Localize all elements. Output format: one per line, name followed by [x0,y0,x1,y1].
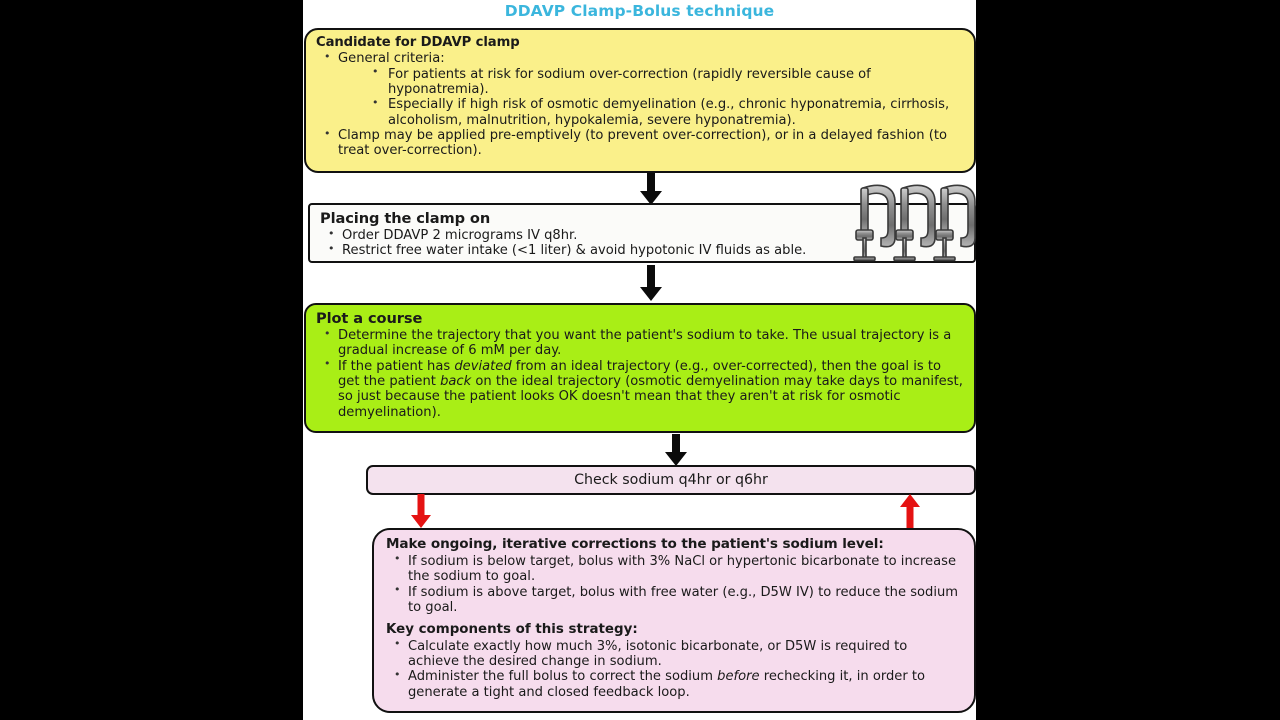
check-sodium-label: Check sodium q4hr or q6hr [574,471,768,488]
list-item: • Order DDAVP 2 micrograms IV q8hr. [324,228,964,243]
list-item: • If sodium is below target, bolus with 3% NaCl or hypertonic bicarbonate to increase the sodium to goal. [390,554,962,585]
list-item: • Calculate exactly how much 3%, isotonic bicarbonate, or D5W is required to achieve the desired change in sodium. [390,639,962,670]
box-plot-header: Plot a course [316,310,423,327]
list-item: • Administer the full bolus to correct the sodium before rechecking it, in order to generate a tight and closed feedback loop. [390,669,962,700]
arrow-shaft [418,494,425,517]
box-candidate-sub-list [338,67,964,128]
list-item: • If the patient has deviated from an ideal trajectory (e.g., over-corrected), then the goal is to get the patient back on the ideal trajectory (osmotic demyelination may take days to manifest, so just because the patient looks OK doesn't mean that they aren't at risk for osmotic demyelination). [320,359,964,420]
arrow-down-icon [664,434,688,466]
list-item: • If sodium is above target, bolus with free water (e.g., D5W IV) to reduce the sodium to goal. [390,585,962,616]
list-item: • Clamp may be applied pre-emptively (to prevent over-correction), or in a delayed fashion (to treat over-correction). [320,128,964,159]
c-clamp-icon [851,180,976,268]
arrow-head [665,452,687,466]
box-placing-header: Placing the clamp on [320,210,491,227]
list-item: • Restrict free water intake (<1 liter) & avoid hypotonic IV fluids as able. [324,243,964,258]
arrow-shaft [907,507,914,530]
flowchart-canvas [303,0,976,720]
box-make-bullet-list [386,554,962,615]
bullet-text: General criteria: [338,51,445,67]
arrow-up-icon [899,494,921,530]
bar-check-sodium [366,465,976,495]
box-make-header: Make ongoing, iterative corrections to the patient's sodium level: [386,536,884,552]
box-plot-a-course [304,303,976,433]
arrow-head [411,515,431,528]
list-item: • Determine the trajectory that you want the patient's sodium to take. The usual trajectory is a gradual increase of 6 mM per day. [320,328,964,359]
box-candidate-for-ddavp-clamp [304,28,976,173]
arrow-down-icon [639,265,663,303]
arrow-shaft [672,434,680,454]
arrow-head [640,287,662,301]
arrow-head [900,494,920,507]
arrow-shaft [647,173,655,193]
box-plot-bullet-list [316,328,964,420]
box-make-sub-bullet-list [386,639,962,700]
arrow-shaft [647,265,655,289]
list-item [320,51,964,128]
box-make-subheader: Key components of this strategy: [386,622,638,638]
box-candidate-bullet-list [316,51,964,158]
page-title: DDAVP Clamp-Bolus technique [504,2,775,20]
arrow-down-icon [639,173,663,205]
list-item: • For patients at risk for sodium over-correction (rapidly reversible cause of hyponatremia). [372,67,964,98]
box-candidate-header: Candidate for DDAVP clamp [316,35,520,50]
box-make-ongoing-corrections [372,528,976,713]
list-item: • Especially if high risk of osmotic demyelination (e.g., chronic hyponatremia, cirrhosis, alcoholism, malnutrition, hypokalemia, severe hyponatremia). [372,97,964,128]
arrow-down-icon [410,494,432,530]
